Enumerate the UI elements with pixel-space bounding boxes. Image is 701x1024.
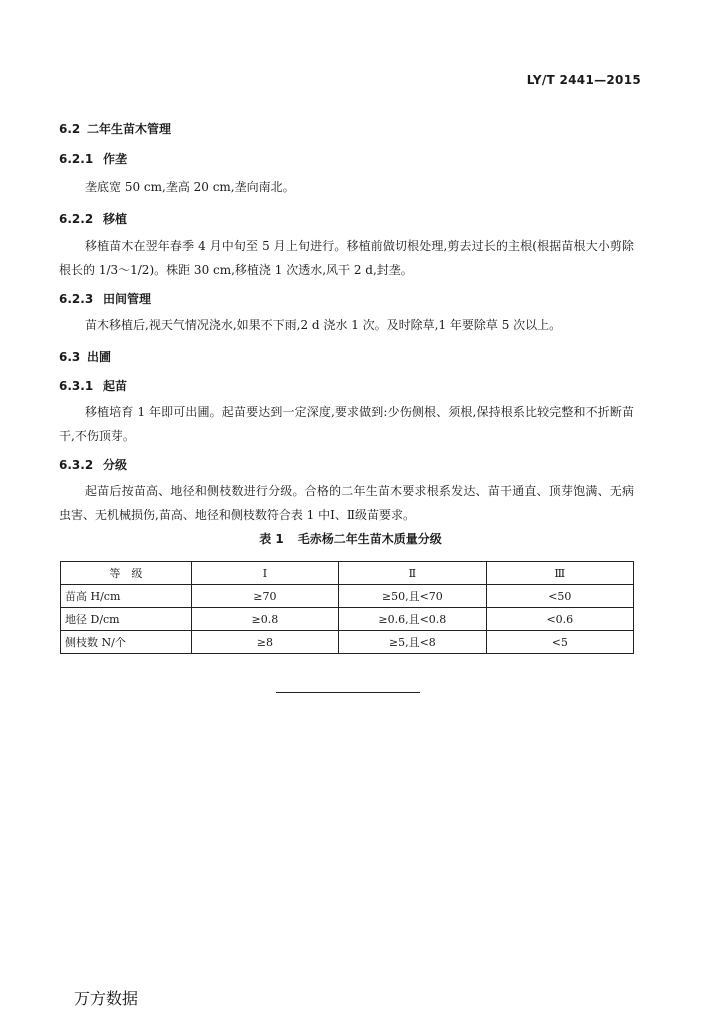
watermark-text: 万方数据 — [74, 989, 139, 1008]
section-heading-6-3-1 — [59, 377, 127, 394]
table-row — [61, 631, 634, 654]
table-cell: <5 — [486, 631, 633, 654]
section-title: 作垄 — [103, 152, 128, 166]
section-number: 6.3.1 — [59, 379, 94, 393]
row-label-diameter: 地径 D/cm — [61, 608, 192, 631]
standard-code: LY/T 2441—2015 — [526, 73, 641, 87]
section-title: 起苗 — [103, 379, 128, 393]
paragraph-lifting: 移植培育 1 年即可出圃。起苗要达到一定深度,要求做到:少伤侧根、须根,保持根系比较完整和不折断苗干,不伤顶芽。 — [59, 405, 634, 443]
section-number: 6.2.2 — [59, 212, 94, 226]
section-heading-6-2-3 — [59, 290, 151, 307]
section-title: 分级 — [103, 458, 128, 472]
section-title: 出圃 — [87, 350, 112, 364]
row-label-branches: 侧枝数 N/个 — [61, 631, 192, 654]
table-caption — [0, 530, 701, 547]
end-of-document-rule — [276, 692, 420, 693]
header-grade: 等 级 — [61, 562, 192, 585]
section-number: 6.2.3 — [59, 292, 94, 306]
section-heading-6-2-1 — [59, 150, 127, 167]
section-number: 6.3.2 — [59, 458, 94, 472]
paragraph-transplanting: 移植苗木在翌年春季 4 月中旬至 5 月上旬进行。移植前做切根处理,剪去过长的主根(根据苗根大小剪除根长的 1/3～1/2)。株距 30 cm,移植浇 1 次透水,风干 2 d,封垄。 — [59, 239, 634, 277]
table-cell: ≥50,且<70 — [339, 585, 487, 608]
seedling-grade-table — [60, 561, 634, 654]
section-heading-6-3 — [59, 348, 111, 365]
table-cell: ≥5,且<8 — [339, 631, 487, 654]
table-cell: ≥8 — [191, 631, 338, 654]
table-row — [61, 585, 634, 608]
table-cell: ≥0.6,且<0.8 — [339, 608, 487, 631]
section-number: 6.2.1 — [59, 152, 94, 166]
section-number: 6.2 — [59, 122, 81, 136]
paragraph-field-management: 苗木移植后,视天气情况浇水,如果不下雨,2 d 浇水 1 次。及时除草,1 年要除草 5 次以上。 — [85, 318, 562, 332]
header-grade-2: Ⅱ — [339, 562, 487, 585]
table-cell: <50 — [486, 585, 633, 608]
table-header-row — [61, 562, 634, 585]
table-cell: <0.6 — [486, 608, 633, 631]
section-heading-6-2-2 — [59, 210, 127, 227]
paragraph-ridging: 垄底宽 50 cm,垄高 20 cm,垄向南北。 — [85, 180, 295, 194]
table-row — [61, 608, 634, 631]
section-number: 6.3 — [59, 350, 81, 364]
table-caption-title: 毛赤杨二年生苗木质量分级 — [297, 532, 442, 546]
paragraph-grading: 起苗后按苗高、地径和侧枝数进行分级。合格的二年生苗木要求根系发达、苗干通直、顶芽饱满、无病虫害、无机械损伤,苗高、地径和侧枝数符合表 1 中Ⅰ、Ⅱ级苗要求。 — [59, 484, 634, 522]
section-title: 二年生苗木管理 — [87, 122, 172, 136]
section-title: 移植 — [103, 212, 128, 226]
header-grade-3: Ⅲ — [486, 562, 633, 585]
table-cell: ≥70 — [191, 585, 338, 608]
row-label-height: 苗高 H/cm — [61, 585, 192, 608]
table-caption-label: 表 1 — [259, 532, 284, 546]
table-cell: ≥0.8 — [191, 608, 338, 631]
section-heading-6-3-2 — [59, 456, 127, 473]
section-title: 田间管理 — [103, 292, 152, 306]
section-heading-6-2 — [59, 120, 171, 137]
header-grade-1: Ⅰ — [191, 562, 338, 585]
